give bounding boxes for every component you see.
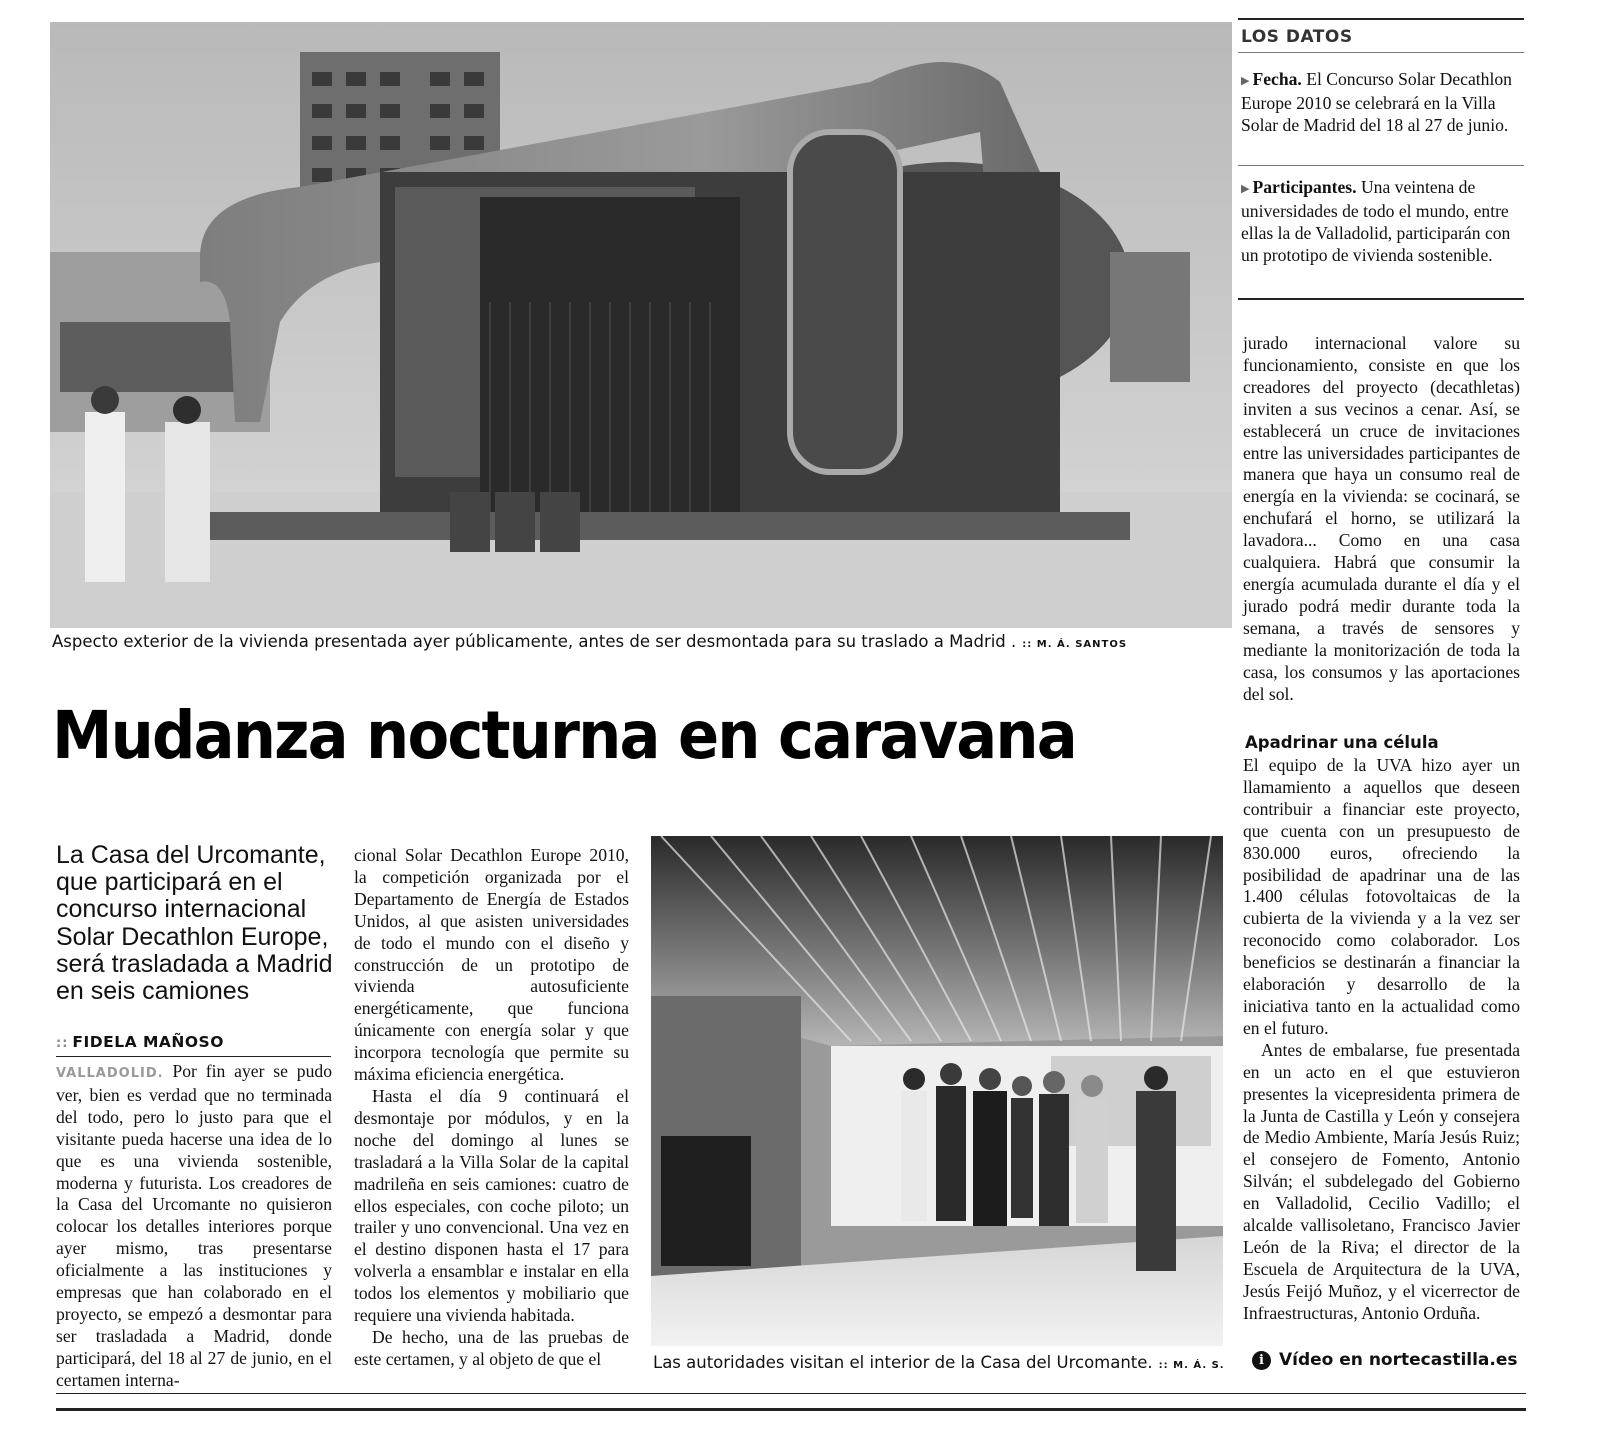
column1-text: Por fin ayer se pudo ver, bien es verdad que no terminada del todo, pero lo justo para que el visitante pueda hacerse una idea de lo que es una vivienda sostenible, moderna y futurista. Los creadores de la Casa del Urcomante no quisieron colocar los detalles interiores porque ayer mismo, tras presentarse oficialmente a las instituciones y empresas que han colaborado en el proyecto, se empezó a desmontar para ser trasladada a Madrid, donde participará, del 18 al 27 de junio, en el certamen interna-: [56, 1061, 332, 1390]
column-3-part-2: [1243, 755, 1520, 1325]
sidebar-top-rule: [1238, 18, 1524, 20]
fecha-label: Fecha.: [1252, 69, 1302, 89]
page-bottom-rule: [56, 1393, 1526, 1394]
photo1-caption: [52, 632, 1127, 651]
column3-paragraph-1: jurado internacional valore su funcionamiento, consiste en que los creadores del proyecto (decathletas) inviten a sus vecinos a cenar. Así, se establecerá un cruce de invitaciones entre las universidades participantes de manera que haya un consumo real de energía en la vivienda: se cocinará, se enchufará el horno, se utilizará la lavadora... Como en una casa cualquiera. Habrá que consumir la energía acumulada durante el día y el jurado podrá medir durante toda la semana, a través de sensores y mediante la monitorización de toda la casa, los consumos y las aportaciones del sol.: [1243, 333, 1520, 704]
triangle-bullet-icon: ▶: [1241, 75, 1250, 87]
column3-paragraph-3: Antes de embalarse, fue presentada en un acto en el que estuvieron presentes la vicepresidenta primera de la Junta de Castilla y León y consejera de Medio Ambiente, María Jesús Ruiz; el consejero de Fomento, Antonio Silván; el subdelegado del Gobierno en Valladolid, Cecilio Vadillo; el alcalde vallisoletano, Francisco Javier León de la Riva; el director de la Escuela de Arquitectura de la UVA, Jesús Feijó Muñoz, y el vicerrector de Infraestructuras, Antonio Orduña.: [1243, 1039, 1520, 1323]
photo1-credit: M. Á. SANTOS: [1036, 639, 1128, 650]
sidebar-title: LOS DATOS: [1241, 27, 1353, 47]
sidebar-bottom-rule: [1238, 298, 1524, 300]
dateline: VALLADOLID.: [56, 1066, 164, 1081]
photo2-caption: [653, 1353, 1225, 1372]
info-icon: i: [1252, 1351, 1271, 1370]
page-bottom-rule-thick: [56, 1408, 1526, 1411]
column-1: [56, 1061, 332, 1392]
sidebar-item-participantes: [1241, 177, 1513, 267]
participantes-label: Participantes.: [1252, 177, 1357, 197]
photo2-caption-text: Las autoridades visitan el interior de la Casa del Urcomante.: [653, 1353, 1153, 1372]
byline-marker: ::: [56, 1036, 69, 1051]
photo1-caption-text: Aspecto exterior de la vivienda presentada ayer públicamente, antes de ser desmontada para su traslado a Madrid .: [52, 632, 1017, 651]
fecha-text: El Concurso Solar Decathlon Europe 2010 se celebrará en la Villa Solar de Madrid del 18 al 27 de junio.: [1241, 69, 1512, 135]
sidebar-item-fecha: [1241, 69, 1513, 137]
column-3-part-1: [1243, 333, 1520, 705]
byline-rule: [56, 1056, 331, 1057]
photo2-credit-marker: ::: [1158, 1360, 1169, 1371]
column2-paragraph-3: De hecho, una de las pruebas de este certamen, y al objeto de que el: [354, 1326, 629, 1369]
headline: Mudanza nocturna en caravana: [52, 697, 1076, 774]
column2-paragraph-2: Hasta el día 9 continuará el desmontaje por módulos, y en la noche del domingo al lunes se trasladará a la Villa Solar de la capital madrileña en seis camiones: cuatro de ellos especiales, con coche piloto; un trailer y uno convencional. Una vez en el destino disponen hasta el 17 para volverla a ensamblar e instalar en ella todos los elementos y mobiliario que requiere una vivienda habitada.: [354, 1085, 629, 1326]
column3-paragraph-2: El equipo de la UVA hizo ayer un llamamiento a aquellos que deseen contribuir a financiar este proyecto, que cuenta con un presupuesto de 830.000 euros, ofreciendo la posibilidad de apadrinar una de las 1.400 células fotovoltaicas de la cubierta de la vivienda y a la vez ser reconocido como colaborador. Los beneficios se destinarán a financiar la elaboración y desarrollo de la iniciativa tanto en la actualidad como en el futuro.: [1243, 755, 1520, 1038]
triangle-bullet-icon: ▶: [1241, 183, 1250, 195]
subhead: La Casa del Urcomante, que participará en el concurso internacional Solar Decathlon Europe, será trasladada a Madrid en seis camiones: [56, 841, 333, 1006]
video-link[interactable]: [1252, 1350, 1518, 1370]
subsection-title: Apadrinar una célula: [1245, 733, 1439, 752]
video-link-text[interactable]: Vídeo en nortecastilla.es: [1279, 1350, 1518, 1370]
photo2-credit: M. Á. S.: [1173, 1360, 1225, 1371]
participantes-text: Una veintena de universidades de todo el mundo, entre ellas la de Valladolid, participarán con un prototipo de vivienda sostenible.: [1241, 177, 1511, 265]
byline: [56, 1033, 334, 1052]
sidebar-item-rule: [1238, 165, 1524, 166]
column-2: [354, 845, 629, 1371]
house-exterior-photo: [50, 22, 1232, 628]
interior-visit-photo: [651, 836, 1223, 1346]
column2-paragraph-1: cional Solar Decathlon Europe 2010, la competición organizada por el Departamento de Energía de Estados Unidos, al que asisten universidades de todo el mundo con el diseño y construcción de un prototipo de vivienda autosuficiente energéticamente, que funciona únicamente con energía solar y que incorpora tecnología que permite su máxima eficiencia energética.: [354, 845, 629, 1085]
sidebar-title-rule: [1238, 52, 1524, 53]
photo1-credit-marker: ::: [1022, 639, 1033, 650]
byline-author: FIDELA MAÑOSO: [72, 1033, 224, 1051]
